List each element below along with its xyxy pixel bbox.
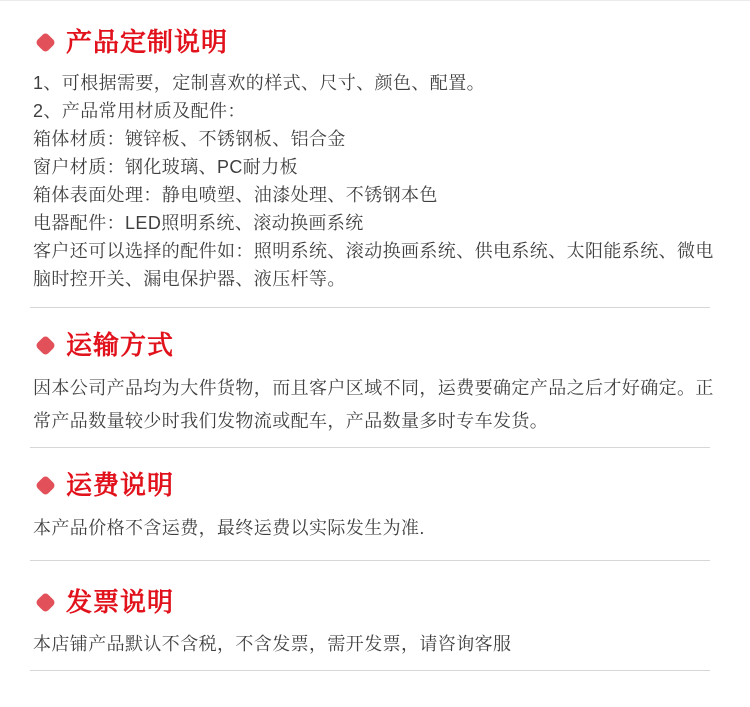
- section-heading-row: [33, 330, 723, 360]
- text-line: 因本公司产品均为大件货物，而且客户区域不同，运费要确定产品之后才好确定。正常产品数量较少时我们发物流或配车，产品数量多时专车发货。: [33, 378, 714, 431]
- section-divider: [30, 307, 710, 308]
- section-body: [33, 630, 723, 658]
- text-line: 窗户材质：钢化玻璃、PC耐力板: [33, 157, 299, 177]
- section-heading-row: [33, 27, 723, 57]
- section-invoice-note: [0, 587, 750, 658]
- diamond-bullet-icon: [35, 31, 56, 52]
- section-product-customization: [0, 27, 750, 293]
- section-title: 运费说明: [66, 470, 175, 500]
- section-shipping-method: [0, 330, 750, 438]
- text-line: 2、产品常用材质及配件：: [33, 101, 246, 121]
- section-title: 产品定制说明: [66, 27, 229, 57]
- diamond-bullet-icon: [35, 474, 56, 495]
- section-body: [33, 372, 723, 438]
- section-body: [33, 514, 723, 542]
- diamond-bullet-icon: [35, 591, 56, 612]
- text-line: 电器配件：LED照明系统、滚动换画系统: [33, 213, 364, 233]
- section-divider: [30, 560, 710, 561]
- section-freight-note: [0, 470, 750, 542]
- text-line: 1、可根据需要，定制喜欢的样式、尺寸、颜色、配置。: [33, 73, 486, 93]
- section-heading-row: [33, 587, 723, 617]
- section-title: 运输方式: [66, 330, 175, 360]
- section-divider: [30, 670, 710, 671]
- section-divider: [30, 447, 710, 448]
- section-heading-row: [33, 470, 723, 500]
- top-hairline-divider: [0, 0, 750, 1]
- text-line: 箱体材质：镀锌板、不锈钢板、铝合金: [33, 129, 346, 149]
- section-body: [33, 69, 723, 293]
- text-line: 本产品价格不含运费，最终运费以实际发生为准.: [33, 518, 425, 538]
- text-line: 客户还可以选择的配件如：照明系统、滚动换画系统、供电系统、太阳能系统、微电脑时控开关、漏电保护器、液压杆等。: [33, 241, 714, 289]
- section-title: 发票说明: [66, 587, 175, 617]
- text-line: 本店铺产品默认不含税，不含发票，需开发票，请咨询客服: [33, 634, 512, 654]
- text-line: 箱体表面处理：静电喷塑、油漆处理、不锈钢本色: [33, 185, 438, 205]
- diamond-bullet-icon: [35, 334, 56, 355]
